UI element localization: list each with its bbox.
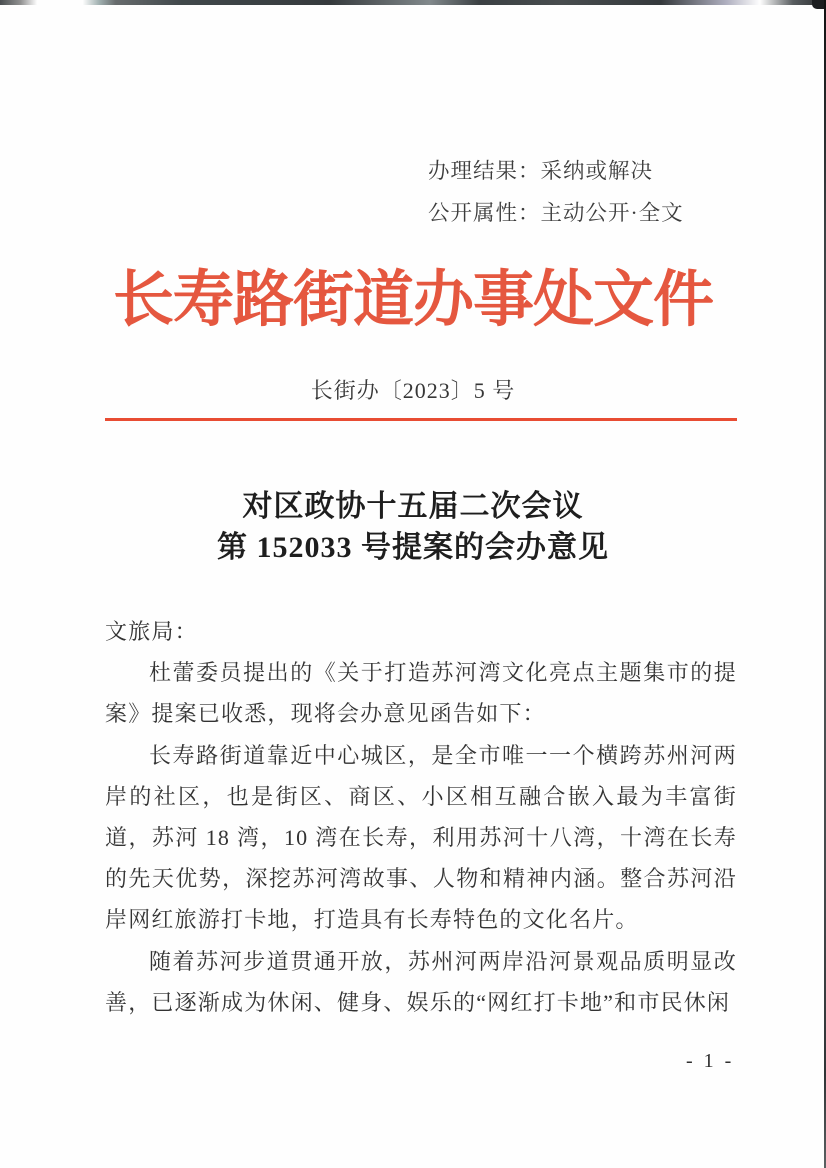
meta-result-row xyxy=(428,150,684,192)
meta-result-label: 办理结果： xyxy=(428,159,541,183)
letterhead-title: 长寿路街道办事处文件 xyxy=(112,267,713,334)
meta-block xyxy=(428,150,684,234)
meta-publicity-row xyxy=(428,192,684,234)
page-number: - 1 - xyxy=(686,1050,735,1072)
letterhead-divider-line xyxy=(105,418,737,421)
scan-artifact-top-edge xyxy=(0,0,826,5)
document-title xyxy=(0,486,826,568)
meta-publicity-label: 公开属性： xyxy=(428,201,541,225)
body-paragraph-2: 长寿路街道靠近中心城区，是全市唯一一个横跨苏州河两岸的社区，也是街区、商区、小区相互融合嵌入最为丰富街道，苏河 18 湾，10 湾在长寿，利用苏河十八湾，十湾在长寿的先天优势，深挖苏河湾故事、人物和精神内涵。整合苏河沿岸网红旅游打卡地，打造具有长寿特色的文化名片。 xyxy=(105,742,737,933)
body-paragraph-1: 杜蕾委员提出的《关于打造苏河湾文化亮点主题集市的提案》提案已收悉，现将会办意见函告如下： xyxy=(105,660,737,727)
meta-result-value: 采纳或解决 xyxy=(540,159,654,183)
document-number: 长街办〔2023〕5 号 xyxy=(310,378,516,403)
body-paragraph-3: 随着苏河步道贯通开放，苏州河两岸沿河景观品质明显改善，已逐渐成为休闲、健身、娱乐的“网红打卡地”和市民休闲 xyxy=(105,948,737,1015)
salutation: 文旅局： xyxy=(105,619,198,644)
document-body xyxy=(105,611,737,1023)
document-title-line2: 第 152033 号提案的会办意见 xyxy=(217,531,609,564)
document-title-line1: 对区政协十五届二次会议 xyxy=(242,490,584,523)
meta-publicity-value: 主动公开·全文 xyxy=(540,201,684,225)
